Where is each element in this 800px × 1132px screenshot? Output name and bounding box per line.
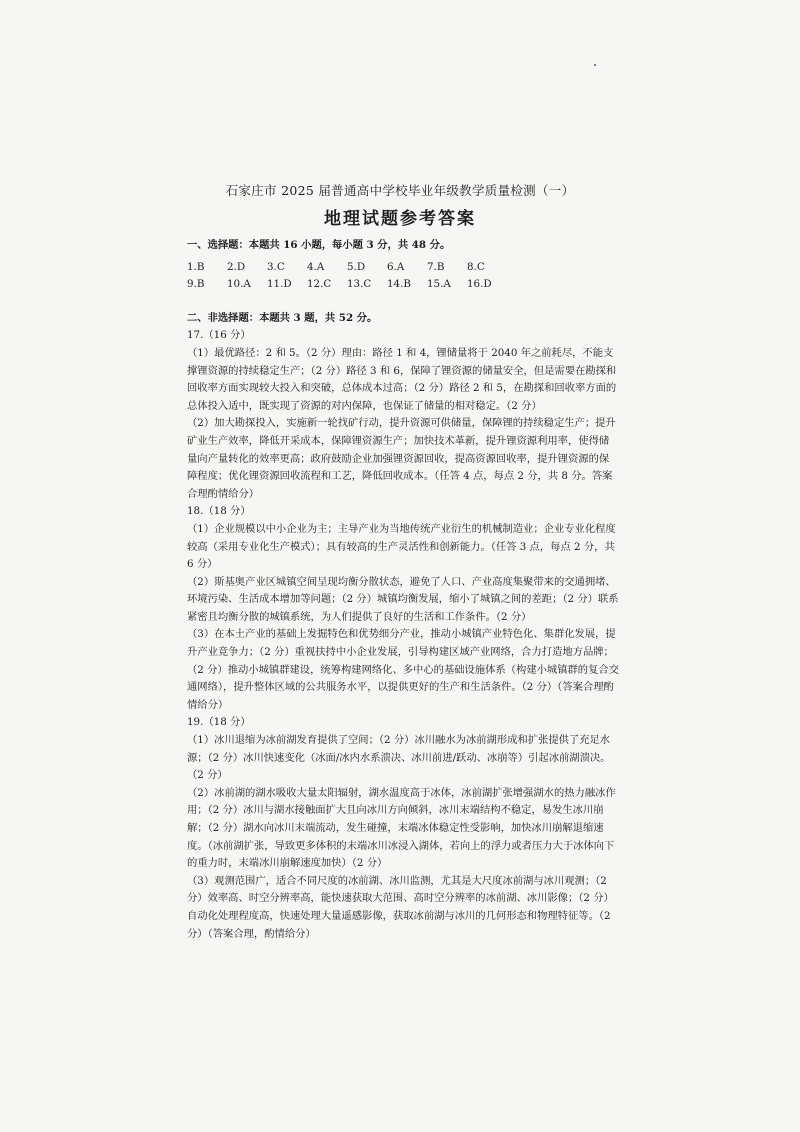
choice-answer: 16.D xyxy=(467,278,492,291)
q17-number: 17.（16 分） xyxy=(187,329,251,342)
section2-heading: 二、非选择题：本题共 3 题，共 52 分。 xyxy=(187,311,378,324)
q18-answer-3: （3）在本土产业的基础上发掘特色和优势细分产业，推动小城镇产业特色化、集群化发展，提升产业竞争力；（2 分）重视扶持中小企业发展，引导构建区域产业网络，合力打造地方品牌；（2 分）推动小城镇群建设，统筹构建网络化、多中心的基础设施体系（构建小城镇群的复合交通网络），提升整体区域的公共服务水平，以提供更好的生产和生活条件。（2 分）（答案合理酌情给分） xyxy=(187,628,619,711)
choice-answer: 1.B xyxy=(187,260,205,273)
choice-answer: 14.B xyxy=(387,278,411,291)
choice-answer: 2.D xyxy=(227,260,246,273)
choice-answer: 4.A xyxy=(307,260,325,273)
q18-answer-1: （1）企业规模以中小企业为主；主导产业为当地传统产业衍生的机械制造业；企业专业化程度较高（采用专业化生产模式）；具有较高的生产灵活性和创新能力。（任答 3 点，每点 2 分，共 6 分） xyxy=(187,522,616,571)
scan-speck xyxy=(594,64,596,66)
q17-answer-2: （2）加大勘探投入，实施新一轮找矿行动，提升资源可供储量，保障锂的持续稳定生产；提升矿业生产效率，降低开采成本，保障锂资源生产；加快技术革新，提升锂资源利用率，使得储量向产量转化的效率更高；政府鼓励企业加强锂资源回收，提高资源回收率，提升锂资源的保障程度；优化锂资源回收流程和工艺，降低回收成本。（任答 4 点，每点 2 分，共 8 分。答案合理酌情给分） xyxy=(187,417,616,500)
q17-answer-1: （1）最优路径：2 和 5。（2 分）理由：路径 1 和 4，锂储量将于 2040 年之前耗尽，不能支撑锂资源的持续稳定生产；（2 分）路径 3 和 6，保障了锂资源的储量安全，但是需要在勘探和回收率方面实现较大投入和突破，总体成本过高；（2 分）路径 2 和 5，在勘探和回收率方面的总体投入适中，既实现了资源的对内保障，也保证了储量的相对稳定。（2 分） xyxy=(187,346,617,412)
choice-answer: 11.D xyxy=(267,278,292,291)
choice-answer: 3.C xyxy=(267,260,285,273)
section-spacer xyxy=(187,294,619,310)
choice-answer: 12.C xyxy=(307,278,332,291)
q19-answer-1: （1）冰川退缩为冰前湖发育提供了空间；（2 分）冰川融水为冰前湖形成和扩张提供了充足水源；（2 分）冰川快速变化（冰面/冰内水系溃决、冰川前进/跃动、冰崩等）引起冰前湖溃决。（2 分） xyxy=(187,734,611,782)
choice-answer: 9.B xyxy=(187,278,205,291)
choice-answer: 7.B xyxy=(427,260,445,273)
document-title: 地理试题参考答案 xyxy=(324,209,476,229)
exam-header: 石家庄市 2025 届普通高中学校毕业年级教学质量检测（一） xyxy=(225,183,575,198)
choice-answer: 10.A xyxy=(227,278,251,291)
choice-answer: 6.A xyxy=(387,260,405,273)
section1-heading: 一、选择题：本题共 16 小题，每小题 3 分，共 48 分。 xyxy=(187,239,451,251)
q18-number: 18.（18 分） xyxy=(187,505,251,518)
q19-answer-3: （3）观测范围广，适合不同尺度的冰前湖、冰川监测，尤其是大尺度冰前湖与冰川观测；（2 分）效率高、时空分辨率高，能快速获取大范围、高时空分辨率的冰前湖、冰川影像；（2 分）自动化处理程度高，快速处理大量遥感影像，获取冰前湖与冰川的几何形态和物理特征等。（2 分）（答案合理，酌情给分） xyxy=(187,874,614,940)
q18-answer-2: （2）斯基奥产业区城镇空间呈现均衡分散状态，避免了人口、产业高度集聚带来的交通拥堵、环境污染、生活成本增加等问题；（2 分）城镇均衡发展，缩小了城镇之间的差距；（2 分）联系紧密且均衡分散的城镇系统，为人们提供了良好的生活和工作条件。（2 分） xyxy=(187,575,619,623)
q19-answer-2: （2）冰前湖的湖水吸收大量太阳辐射，湖水温度高于冰体，冰前湖扩张增强湖水的热力融冰作用；（2 分）冰川与湖水接触面扩大且向冰川方向倾斜，冰川末端结构不稳定，易发生冰川崩解；（2 分）湖水向冰川末端流动，发生碰撞，末端冰体稳定性受影响，加快冰川崩解退缩速度。（冰前湖扩张，导致更多体积的末端冰川冰浸入湖体，若向上的浮力或者压力大于冰体向下的重力时，末端冰川崩解速度加快）（2 分） xyxy=(187,786,616,870)
choice-answer: 5.D xyxy=(347,260,366,273)
choice-answer: 8.C xyxy=(467,260,485,273)
choice-answer: 15.A xyxy=(427,278,451,291)
choice-answers xyxy=(187,259,619,294)
choice-answer: 13.C xyxy=(347,278,372,291)
answer-content xyxy=(187,237,619,943)
q19-number: 19.（18 分） xyxy=(187,716,251,729)
